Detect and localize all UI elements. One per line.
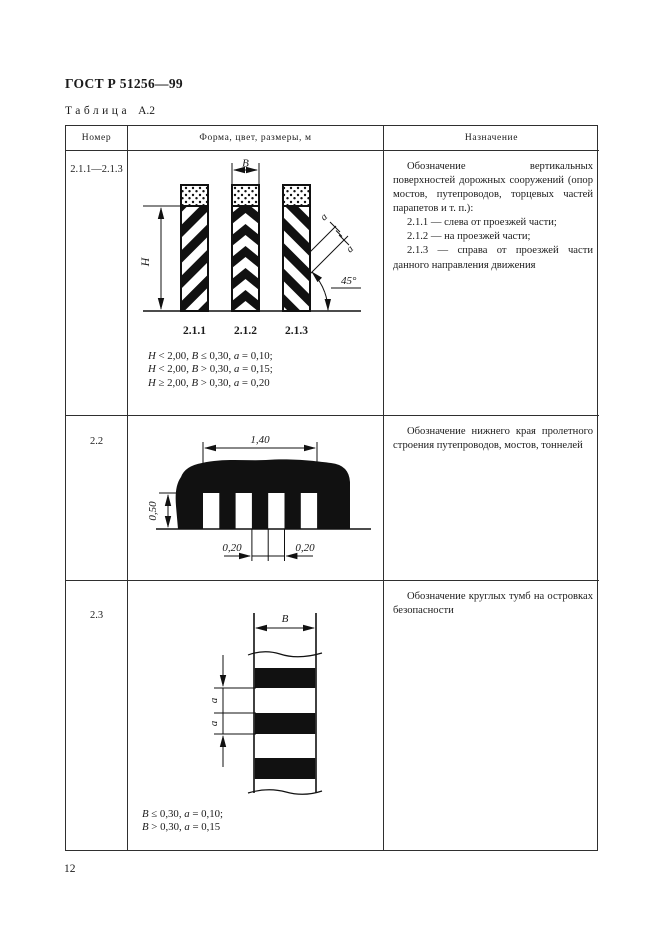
table-caption-word: Таблица <box>65 105 131 117</box>
formula-line: H < 2,00, B > 0,30, a = 0,15; <box>148 363 273 376</box>
specification-table <box>65 125 598 851</box>
purpose-paragraph: 2.1.2 — на проезжей части; <box>407 231 531 243</box>
form-cell-bollard <box>128 581 384 851</box>
break-line-top <box>248 652 322 657</box>
dim-label-0-20-left: 0,20 <box>222 542 242 554</box>
post-2-1-1 <box>181 185 208 311</box>
column-header-form: Форма, цвет, размеры, м <box>128 126 384 151</box>
diagram-vertical-surfaces <box>128 151 384 347</box>
column-header-number: Номер <box>66 126 128 151</box>
dim-label-a-lower: a <box>208 720 220 727</box>
bridge-soffit-shape <box>176 459 350 529</box>
table-caption <box>65 105 155 117</box>
table-caption-number: А.2 <box>138 105 155 117</box>
post-label-3: 2.1.3 <box>285 325 308 337</box>
break-line-bottom <box>248 790 322 795</box>
row-number-cell <box>66 416 128 581</box>
formula-line: B > 0,30, a = 0,15 <box>142 821 221 834</box>
marking-number: 2.3 <box>89 610 104 621</box>
post-2-1-3 <box>283 185 310 311</box>
dim-label-0-50: 0,50 <box>147 501 159 521</box>
purpose-cell-vertical-surfaces <box>384 151 599 416</box>
formula-line: B ≤ 0,30, a = 0,10; <box>142 808 224 820</box>
post-label-2: 2.1.2 <box>234 325 257 337</box>
marking-number: 2.2 <box>89 436 104 447</box>
purpose-cell-bollard <box>384 581 599 851</box>
size-formulas-2 <box>142 808 223 835</box>
dim-label-H: H <box>138 257 152 267</box>
column-header-purpose: Назначение <box>384 126 599 151</box>
form-cell-vertical-surfaces <box>128 151 384 416</box>
dim-label-B: B <box>281 613 289 625</box>
post-label-1: 2.1.1 <box>183 325 206 337</box>
dim-label-a-lower: a <box>344 243 356 256</box>
dimension-a <box>214 655 256 767</box>
dim-label-B: B <box>242 157 249 170</box>
angle-label: 45° <box>341 275 357 287</box>
purpose-paragraph: Обозначение круглых тумб на островках безопасности <box>393 591 593 617</box>
formula-line: H ≥ 2,00, B > 0,30, a = 0,20 <box>148 376 270 389</box>
row-number-cell <box>66 151 128 416</box>
marking-number: 2.1.1—2.1.3 <box>70 164 123 175</box>
post-2-1-2 <box>232 185 259 312</box>
angle-detail <box>310 222 361 310</box>
black-bands <box>255 668 315 779</box>
purpose-paragraph: 2.1.1 — слева от проезжей части; <box>407 217 557 229</box>
form-cell-bridge-edge <box>128 416 384 581</box>
dim-label-a-upper: a <box>318 211 330 224</box>
diagram-bollard <box>128 581 384 803</box>
page-number: 12 <box>64 863 76 875</box>
formula-line: H < 2,00, B ≤ 0,30, a = 0,10; <box>148 350 273 362</box>
size-formulas-1 <box>148 350 273 390</box>
purpose-paragraph: Обозначение нижнего края пролетного строения путепроводов, мостов, тоннелей <box>393 426 593 452</box>
dim-label-1-40: 1,40 <box>250 434 270 446</box>
dim-label-a-upper: a <box>208 697 220 704</box>
dim-label-0-20-right: 0,20 <box>295 542 315 554</box>
diagram-bridge-edge <box>128 416 384 581</box>
row-number-cell <box>66 581 128 851</box>
purpose-paragraph: Обозначение вертикальных поверхностей дорожных сооружений (опор мостов, путепроводов, торцевых частей парапетов и т. п.): <box>393 161 593 215</box>
dimension-H <box>143 206 181 309</box>
purpose-cell-bridge-edge <box>384 416 599 581</box>
purpose-paragraph: 2.1.3 — справа от проезжей части данного направления движения <box>393 245 593 271</box>
doc-title: ГОСТ Р 51256—99 <box>65 76 183 91</box>
